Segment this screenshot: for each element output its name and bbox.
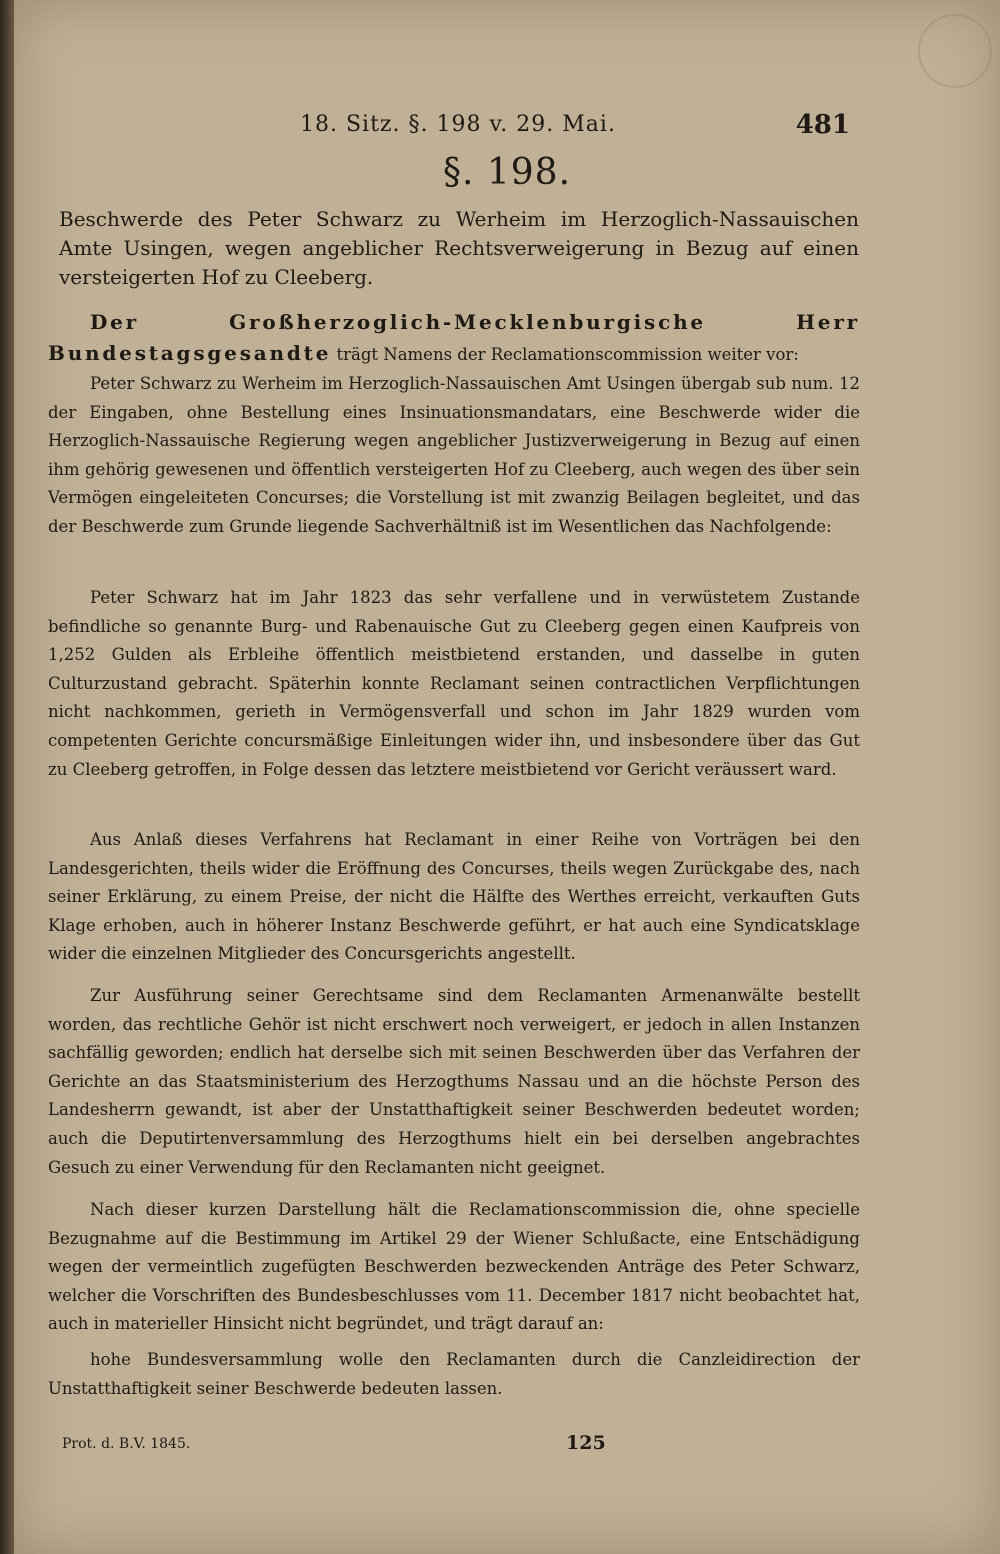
page-footer <box>14 1432 1000 1462</box>
page-edge <box>0 0 14 1554</box>
footer-protocol-ref: Prot. d. B.V. 1845. <box>62 1436 191 1452</box>
running-head <box>14 108 1000 148</box>
opening-rest: trägt Namens der Reclamationscommission weiter vor: <box>336 344 799 364</box>
library-stamp <box>918 14 992 88</box>
opening-paragraph <box>48 308 860 369</box>
paragraph: Nach dieser kurzen Darstellung hält die Reclamationscommission die, ohne specielle Bezugnahme auf die Bestimmung im Artikel 29 der Wiener Schlußacte, eine Entschädigung wegen der vermeintlich zugefügten Beschwerden bezweckenden Anträge des Peter Schwarz, welcher die Vorschriften des Bundesbeschlusses vom 11. December 1817 nicht beobachtet hat, auch in materieller Hinsicht nicht begründet, und trägt darauf an: <box>48 1200 860 1334</box>
section-title: §. 198. <box>442 152 572 193</box>
running-title: 18. Sitz. §. 198 v. 29. Mai. <box>300 112 616 137</box>
paragraph: Peter Schwarz hat im Jahr 1823 das sehr verfallene und in verwüstetem Zustande befindliche so genannte Burg- und Rabenauische Gut zu Cleeberg gegen einen Kaufpreis von 1,252 Gulden als Erbleihe öffentlich meistbietend erstanden, und dasselbe in guten Culturzustand gebracht. Späterhin konnte Reclamant seinen contractlichen Verpflichtungen nicht nachkommen, gerieth in Vermögensverfall und schon im Jahr 1829 wurden vom competenten Gerichte concursmäßige Einleitungen wider ihn, und insbesondere über das Gut zu Cleeberg getroffen, in Folge dessen das letztere meistbietend vor Gericht veräussert ward. <box>48 588 860 779</box>
opening-lead: Der Großherzoglich-Mecklenburgische Herr Bundestagsgesandte <box>48 310 860 365</box>
resolution-paragraph: hohe Bundesversammlung wolle den Reclamanten durch die Canzleidirection der Unstatthaftigkeit seiner Beschwerde bedeuten lassen. <box>48 1350 860 1398</box>
paragraph: Zur Ausführung seiner Gerechtsame sind dem Reclamanten Armenanwälte bestellt worden, das rechtliche Gehör ist nicht erschwert noch verweigert, er jedoch in allen Instanzen sachfällig geworden; endlich hat derselbe sich mit seinen Beschwerden über das Verfahren der Gerichte an das Staatsministerium des Herzogthums Nassau und an die höchste Person des Landesherrn gewandt, ist aber der Unstatthaftigkeit seiner Beschwerden bedeutet worden; auch die Deputirtenversammlung des Herzogthums hielt ein bei derselben angebrachtes Gesuch zu einer Verwendung für den Reclamanten nicht geeignet. <box>48 986 860 1177</box>
document-page <box>14 0 1000 1554</box>
footer-signature-mark: 125 <box>566 1432 606 1454</box>
paragraph: Aus Anlaß dieses Verfahrens hat Reclamant in einer Reihe von Vorträgen bei den Landesgerichten, theils wider die Eröffnung des Concurses, theils wegen Zurückgabe des, nach seiner Erklärung, zu einem Preise, der nicht die Hälfte des Werthes erreicht, verkauften Guts Klage erhoben, auch in höherer Instanz Beschwerde geführt, er hat auch eine Syndicatsklage wider die einzelnen Mitglieder des Concursgerichts angestellt. <box>48 830 860 964</box>
paragraph: Peter Schwarz zu Werheim im Herzoglich-Nassauischen Amt Usingen übergab sub num. 12 der Eingaben, ohne Bestellung eines Insinuationsmandatars, eine Beschwerde wider die Herzoglich-Nassauische Regierung wegen angeblicher Justizverweigerung in Bezug auf einen ihm gehörig gewesenen und öffentlich versteigerten Hof zu Cleeberg, auch wegen des über sein Vermögen eingeleiteten Concurses; die Vorstellung ist mit zwanzig Beilagen begleitet, und das der Beschwerde zum Grunde liegende Sachverhältniß ist im Wesentlichen das Nachfolgende: <box>48 374 860 536</box>
section-subject: Beschwerde des Peter Schwarz zu Werheim im Herzoglich-Nassauischen Amte Usingen, wegen angeblicher Rechtsverweigerung in Bezug auf einen versteigerten Hof zu Cleeberg. <box>59 207 859 289</box>
page-number: 481 <box>795 110 850 140</box>
